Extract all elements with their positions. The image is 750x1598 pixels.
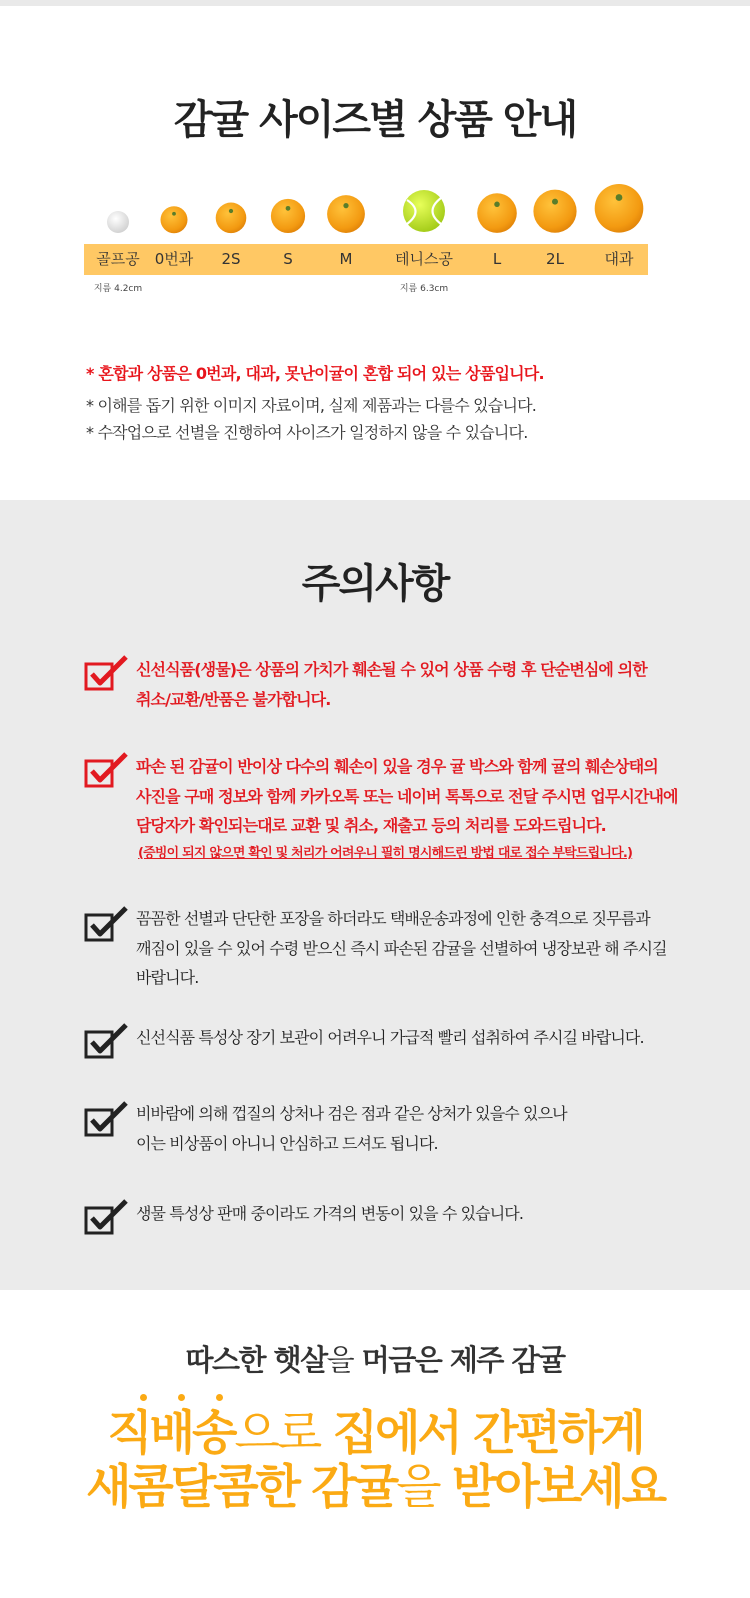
manual-sorting-note: * 수작업으로 선별을 진행하여 사이즈가 일정하지 않을 수 있습니다. [86, 423, 528, 442]
size-label: 2S [221, 250, 241, 268]
tangerine-icon [592, 180, 646, 234]
size-label: 2L [546, 250, 564, 268]
checkbox-checked-icon [84, 655, 128, 691]
checkbox-checked-icon [84, 1101, 128, 1137]
promo-sub-part: 따스한 햇살 [185, 1343, 327, 1377]
caution-text-line: 이는 비상품이 아니니 안심하고 드셔도 됩니다. [136, 1133, 438, 1153]
tangerine-icon [531, 186, 579, 234]
size-label: L [492, 250, 502, 268]
tennis-ball-diameter-note: 지름 6.3cm [399, 284, 449, 294]
size-label: 0번과 [154, 250, 194, 268]
tangerine-icon [269, 196, 307, 234]
promo-sub-part: 을 [326, 1343, 354, 1377]
promo-headline-line1 [0, 1406, 750, 1462]
size-label: S [283, 250, 293, 268]
size-label: 테니스공 [395, 250, 453, 268]
promo-headline-part: 으로 [234, 1406, 320, 1461]
caution-subnote: (증빙이 되지 않으면 확인 및 처리가 어려우니 필히 명시해드린 방법 대로 접수 부탁드립니다.) [138, 845, 633, 861]
size-guide-title: 감귤 사이즈별 상품 안내 [173, 97, 577, 143]
size-comparison-images [84, 176, 648, 244]
mixed-product-note: * 혼합과 상품은 0번과, 대과, 못난이귤이 혼합 되어 있는 상품입니다. [86, 364, 544, 383]
promo-headline-part: 집에서 간편하게 [319, 1406, 643, 1461]
cautions-section [0, 500, 750, 1290]
tangerine-icon [475, 190, 519, 234]
size-label-bar [84, 244, 648, 275]
caution-text-line: 신선식품(생물)은 상품의 가치가 훼손될 수 있어 상품 수령 후 단순변심에 의한 [136, 660, 647, 679]
size-label: 대과 [604, 250, 634, 268]
promo-sub-part: 머금은 제주 감귤 [353, 1343, 565, 1377]
caution-text-line: 꼼꼼한 선별과 단단한 포장을 하더라도 택배운송과정에 인한 충격으로 짓무름과 [136, 909, 650, 928]
caution-text-line: 파손 된 감귤이 반이상 다수의 훼손이 있을 경우 귤 박스와 함께 귤의 훼손상태의 [136, 757, 658, 776]
tangerine-icon [159, 204, 189, 234]
caution-text-line: 비바람에 의해 껍질의 상처나 검은 점과 같은 상처가 있을수 있으나 [136, 1104, 567, 1123]
caution-text-line: 담당자가 확인되는대로 교환 및 취소, 재출고 등의 처리를 도와드립니다. [136, 816, 606, 835]
size-label: M [339, 250, 353, 268]
caution-text-line: 깨짐이 있을 수 있어 수령 받으신 즉시 파손된 감귤을 선별하여 냉장보관 해 주시길 [136, 938, 667, 958]
image-reference-note: * 이해를 돕기 위한 이미지 자료이며, 실제 제품과는 다를수 있습니다. [86, 396, 537, 415]
size-guide-notes [86, 362, 686, 446]
caution-text-line: 신선식품 특성상 장기 보관이 어려우니 가급적 빨리 섭취하여 주시길 바랍니다. [136, 1028, 644, 1047]
promo-subheading [0, 1338, 750, 1379]
promo-headline-part: 을 [396, 1460, 439, 1515]
promo-headline-line2 [0, 1460, 750, 1516]
caution-text-line: 생물 특성상 판매 중이라도 가격의 변동이 있을 수 있습니다. [136, 1204, 524, 1223]
tangerine-icon [214, 200, 248, 234]
checkbox-checked-icon [84, 752, 128, 788]
caution-text-line: 사진을 구매 정보와 함께 카카오톡 또는 네이버 톡톡으로 전달 주시면 업무시간내에 [136, 786, 678, 806]
golf-ball-icon [106, 210, 130, 234]
checkbox-checked-icon [84, 906, 128, 942]
top-divider-strip [0, 0, 750, 6]
checkbox-checked-icon [84, 1199, 128, 1235]
checkbox-checked-icon [84, 1023, 128, 1059]
golf-ball-diameter-note: 지름 4.2cm [93, 284, 143, 294]
promo-headline-part: 직배송 [107, 1406, 235, 1461]
promo-headline-part: 받아보세요 [438, 1460, 664, 1515]
cautions-title: 주의사항 [301, 561, 449, 607]
promo-headline-part: 새콤달콤한 감귤 [86, 1460, 397, 1515]
caution-text-line: 바랍니다. [136, 968, 199, 987]
size-label: 골프공 [96, 250, 140, 268]
caution-text-line: 취소/교환/반품은 불가합니다. [136, 689, 331, 709]
tennis-ball-icon [401, 188, 447, 234]
emphasis-dots [140, 1394, 230, 1402]
tangerine-icon [325, 192, 367, 234]
